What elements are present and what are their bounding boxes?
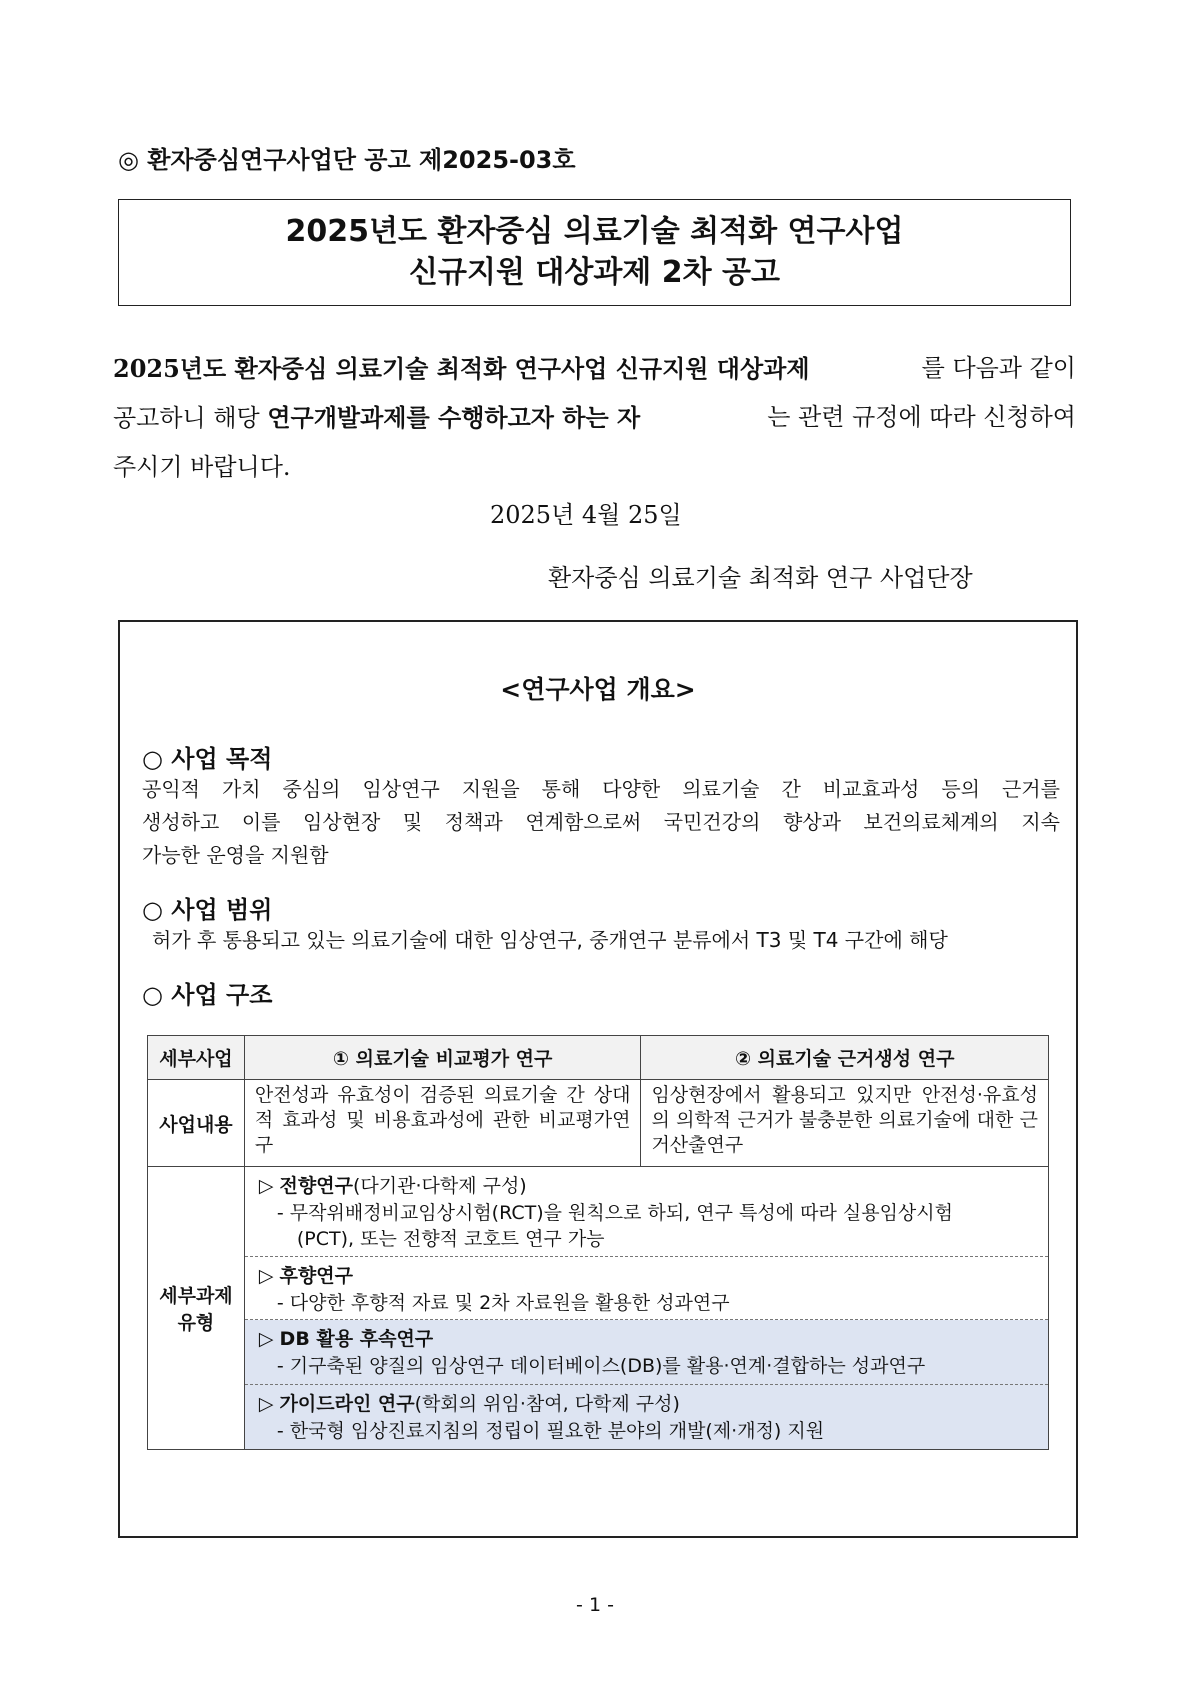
intro-text-1: 를 다음과 같이 — [921, 354, 1076, 382]
type-item — [245, 1320, 1048, 1385]
type-title: 가이드라인 연구 — [279, 1393, 415, 1415]
intro-text-2a: 공고하니 해당 — [113, 404, 268, 432]
notice-number: ◎ 환자중심연구사업단 공고 제2025-03호 — [118, 146, 576, 174]
purpose-body: 공익적 가치 중심의 임상연구 지원을 통해 다양한 의료기술 간 비교효과성 등의 근거를 생성하고 이를 임상현장 및 정책과 연계함으로써 국민건강의 향상과 보건의료체계의 지속 가능한 운영을 지원함 — [142, 777, 1060, 867]
announcement-title-box — [118, 199, 1071, 306]
types-label-line1: 세부과제 — [159, 1285, 233, 1307]
intro-text-3: 주시기 바랍니다. — [113, 453, 291, 481]
structure-heading: ○ 사업 구조 — [142, 981, 273, 1009]
intro-bold-1: 2025년도 환자중심 의료기술 최적화 연구사업 신규지원 대상과제 — [113, 354, 810, 383]
type-item — [245, 1167, 1048, 1257]
intro-paragraph — [113, 344, 1076, 492]
issuer-signature: 환자중심 의료기술 최적화 연구 사업단장 — [548, 564, 973, 592]
scope-heading: ○ 사업 범위 — [142, 896, 273, 924]
table-header-evidence: ② 의료기술 근거생성 연구 — [641, 1036, 1049, 1080]
types-cell — [244, 1167, 1048, 1450]
content-evidence: 임상현장에서 활용되고 있지만 안전성·유효성의 의학적 근거가 불충분한 의료기술에 대한 근거산출연구 — [641, 1080, 1049, 1167]
type-title-note: (학회의 위임·참여, 다학제 구성) — [414, 1393, 680, 1415]
row-label-content: 사업내용 — [148, 1080, 245, 1167]
type-desc: - 무작위배정비교임상시험(RCT)을 원칙으로 하되, 연구 특성에 따라 실용임상시험 — [276, 1202, 953, 1224]
intro-bold-2: 연구개발과제를 수행하고자 하는 자 — [267, 403, 641, 432]
overview-title: <연구사업 개요> — [500, 675, 696, 704]
type-desc: - 한국형 임상진료지침의 정립이 필요한 분야의 개발(제·개정) 지원 — [276, 1420, 825, 1442]
triangle-icon: ▷ — [258, 1393, 280, 1415]
title-line-1: 2025년도 환자중심 의료기술 최적화 연구사업 — [285, 214, 904, 249]
page-number: - 1 - — [576, 1594, 614, 1616]
structure-table — [147, 1035, 1049, 1450]
type-title-note: (다기관·다학제 구성) — [352, 1175, 527, 1197]
type-desc: - 기구축된 양질의 임상연구 데이터베이스(DB)를 활용·연계·결합하는 성과연구 — [276, 1355, 926, 1377]
table-header-subprogram: 세부사업 — [148, 1036, 245, 1080]
type-item — [245, 1385, 1048, 1449]
type-desc-cont: (PCT), 또는 전향적 코호트 연구 가능 — [296, 1228, 605, 1250]
type-desc: - 다양한 후향적 자료 및 2차 자료원을 활용한 성과연구 — [276, 1292, 730, 1314]
type-title: 전향연구 — [279, 1175, 353, 1197]
triangle-icon: ▷ — [258, 1265, 280, 1287]
intro-text-2b: 는 관련 규정에 따라 신청하여 — [767, 403, 1076, 431]
triangle-icon: ▷ — [258, 1328, 280, 1350]
type-item — [245, 1257, 1048, 1320]
type-title: DB 활용 후속연구 — [279, 1328, 434, 1350]
content-comparative: 안전성과 유효성이 검증된 의료기술 간 상대적 효과성 및 비용효과성에 관한 비교평가연구 — [244, 1080, 641, 1167]
purpose-heading: ○ 사업 목적 — [142, 745, 273, 773]
announcement-date: 2025년 4월 25일 — [490, 501, 682, 529]
program-overview-box — [118, 620, 1078, 1538]
row-label-types — [148, 1167, 245, 1450]
triangle-icon: ▷ — [258, 1175, 280, 1197]
type-title: 후향연구 — [279, 1265, 353, 1287]
scope-body: 허가 후 통용되고 있는 의료기술에 대한 임상연구, 중개연구 분류에서 T3 및 T4 구간에 해당 — [152, 928, 948, 952]
table-header-comparative: ① 의료기술 비교평가 연구 — [244, 1036, 641, 1080]
title-line-2: 신규지원 대상과제 2차 공고 — [409, 255, 780, 290]
types-label-line2: 유형 — [177, 1312, 215, 1334]
